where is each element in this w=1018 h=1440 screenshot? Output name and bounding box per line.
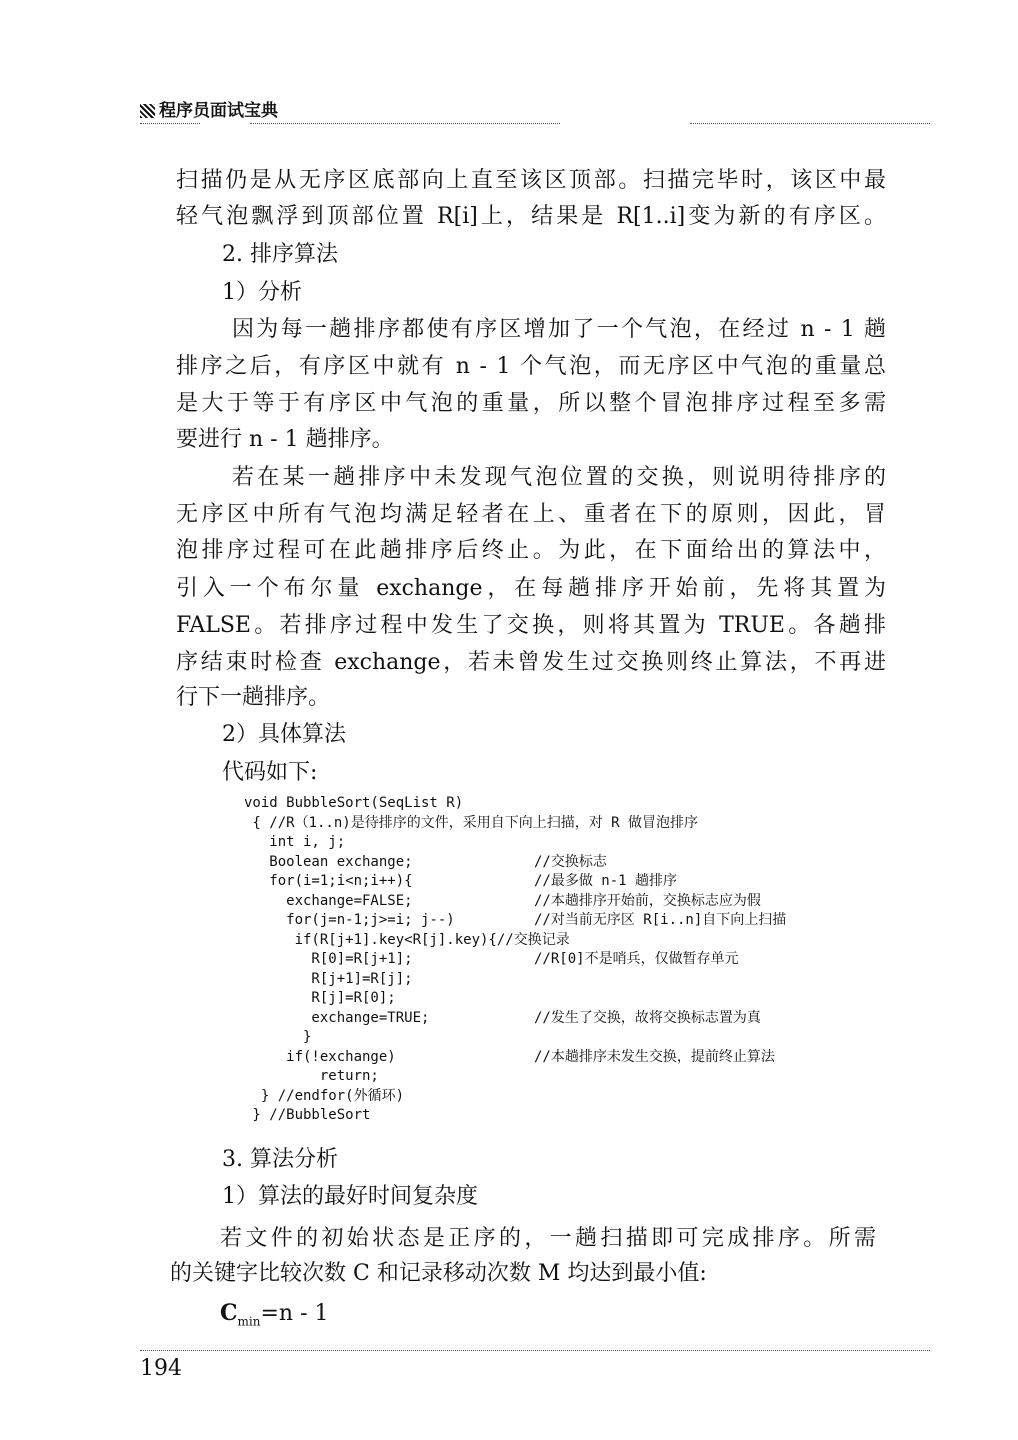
- body-line: 的关键字比较次数 C 和记录移动次数 M 均达到最小值:: [170, 1261, 707, 1286]
- body-line: 排序之后，有序区中就有 n - 1 个气泡，而无序区中气泡的重量总: [176, 354, 886, 379]
- subsection-heading: 2）具体算法: [222, 722, 346, 747]
- code-line: [244, 892, 761, 912]
- code-intro: 代码如下:: [222, 760, 318, 785]
- code-text: { //R（1..n)是待排序的文件，采用自下向上扫描，对 R 做冒泡排序: [244, 814, 699, 831]
- code-line: [244, 872, 698, 892]
- body-line: 若在某一趟排序中未发现气泡位置的交换，则说明待排序的: [232, 465, 886, 490]
- header-rule: [250, 123, 560, 124]
- section-heading: 2. 排序算法: [222, 242, 338, 267]
- code-text: R[0]=R[j+1];: [244, 951, 413, 967]
- body-line: 行下一趟排序。: [176, 685, 331, 710]
- code-comment: //对当前无序区 R[i..n]自下向上扫描: [534, 912, 787, 928]
- code-line: [244, 794, 698, 814]
- code-text: exchange=TRUE;: [244, 1009, 430, 1026]
- code-line: [244, 1028, 698, 1048]
- code-text: int i, j;: [244, 834, 346, 850]
- code-line: [244, 814, 698, 834]
- body-line: 泡排序过程可在此趟排序后终止。为此，在下面给出的算法中，: [176, 538, 886, 563]
- code-line: [244, 931, 698, 951]
- code-text: } //BubbleSort: [244, 1107, 371, 1123]
- code-line: [244, 1067, 698, 1087]
- body-line: 轻气泡飘浮到顶部位置 R[i]上，结果是 R[1..i]变为新的有序区。: [176, 204, 886, 229]
- formula-rest: =n - 1: [260, 1301, 329, 1326]
- code-block: [244, 794, 787, 1126]
- code-text: if(!exchange): [244, 1048, 396, 1065]
- code-text: } //endfor(外循环): [244, 1087, 405, 1104]
- code-line: [244, 970, 698, 990]
- code-line: [244, 911, 787, 931]
- footer-rule: [140, 1350, 930, 1351]
- code-line: [244, 1087, 698, 1107]
- header-rule: [140, 123, 200, 124]
- code-comment: //最多做 n-1 趟排序: [534, 873, 678, 889]
- body-line: 是大于等于有序区中气泡的重量，所以整个冒泡排序过程至多需: [176, 391, 886, 416]
- code-text: exchange=FALSE;: [244, 892, 413, 909]
- code-line: [244, 833, 698, 853]
- formula-sub: min: [237, 1314, 261, 1329]
- code-text: R[j+1]=R[j];: [244, 970, 413, 987]
- code-line: [244, 1048, 775, 1068]
- header-rule: [690, 123, 930, 124]
- code-text: for(j=n-1;j>=i; j--): [244, 912, 455, 928]
- code-line: [244, 950, 739, 970]
- section-heading: 3. 算法分析: [222, 1147, 338, 1172]
- code-line: [244, 989, 698, 1009]
- formula: [220, 1298, 930, 1336]
- body-line: 无序区中所有气泡均满足轻者在上、重者在下的原则，因此，冒: [176, 502, 886, 527]
- header-logo-icon: [140, 104, 155, 118]
- code-line: [244, 853, 698, 873]
- body-line: FALSE。若排序过程中发生了交换，则将其置为 TRUE。各趟排: [176, 613, 886, 638]
- body-line: 扫描仍是从无序区底部向上直至该区顶部。扫描完毕时，该区中最: [176, 168, 886, 193]
- code-comment: //本趟排序开始前，交换标志应为假: [534, 892, 761, 909]
- code-text: return;: [244, 1068, 379, 1084]
- body-line: 引入一个布尔量 exchange，在每趟排序开始前，先将其置为: [176, 576, 886, 601]
- code-text: if(R[j+1].key<R[j].key){//交换记录: [244, 931, 570, 948]
- code-text: Boolean exchange;: [244, 853, 413, 870]
- code-text: }: [244, 1029, 312, 1045]
- subsection-heading: 1）算法的最好时间复杂度: [222, 1184, 478, 1209]
- subsection-heading: 1）分析: [222, 280, 302, 305]
- page-number: 194: [140, 1356, 182, 1381]
- code-comment: //本趟排序未发生交换，提前终止算法: [534, 1048, 775, 1065]
- body-line: 序结束时检查 exchange，若未曾发生过交换则终止算法，不再进: [176, 650, 886, 675]
- book-title: 程序员面试宝典: [159, 101, 278, 121]
- code-text: for(i=1;i<n;i++){: [244, 873, 413, 889]
- code-line: [244, 1009, 761, 1029]
- formula-base: C: [220, 1300, 238, 1326]
- code-line: [244, 1106, 698, 1126]
- running-header: [140, 96, 278, 121]
- body-line: 若文件的初始状态是正序的，一趟扫描即可完成排序。所需: [220, 1226, 876, 1251]
- code-comment: //交换标志: [534, 853, 607, 870]
- code-text: void BubbleSort(SeqList R): [244, 795, 464, 811]
- code-text: R[j]=R[0];: [244, 990, 396, 1006]
- code-comment: //R[0]不是哨兵，仅做暂存单元: [534, 951, 739, 967]
- body-line: 因为每一趟排序都使有序区增加了一个气泡，在经过 n - 1 趟: [232, 317, 886, 342]
- body-line: 要进行 n - 1 趟排序。: [176, 427, 394, 452]
- code-comment: //发生了交换，故将交换标志置为真: [534, 1009, 761, 1026]
